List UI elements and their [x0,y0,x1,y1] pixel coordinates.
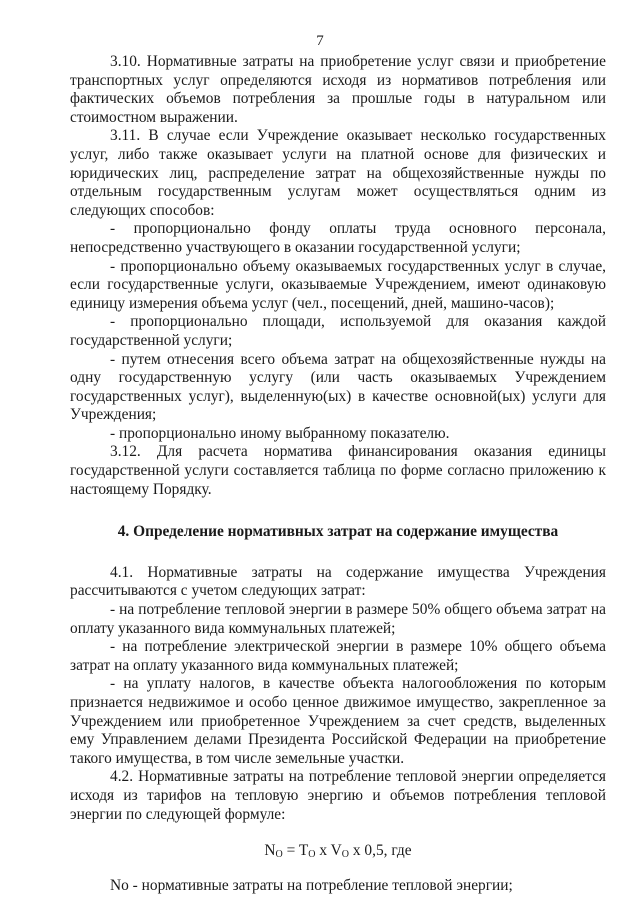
formula-eq: = [282,842,299,860]
definition-no [70,877,606,896]
list-item-electricity: - на потребление электрической энергии в размере 10% общего объема затрат на оплату указанного вида коммунальных платежей; [70,638,606,674]
list-item-single-service: - путем отнесения всего объема затрат на общехозяйственные нужды на одну государственную услугу (или часть оказываемых Учреждением государственных услуг), выделенную(ых) в качестве основной(ых) услуги для Учреждения; [70,350,606,424]
formula-t: T [298,842,309,860]
formula-x: x [315,842,331,860]
list-item-volume: - пропорционально объему оказываемых государственных услуг в случае, если государственные услуги, оказываемые Учреждением, имеют одинаковую единицу измерения объема услуг (чел., посещений, дней, машино-часов); [70,257,606,312]
formula-t-sub: O [308,849,316,861]
formula-n-sub: O [275,849,283,861]
paragraph-3-12: 3.12. Для расчета норматива финансирования оказания единицы государственной услуги составляется таблица по форме согласно приложению к настоящему Порядку. [70,443,606,498]
list-item-other-indicator: - пропорционально иному выбранному показателю. [110,424,450,442]
formula-n: N [264,842,276,860]
formula-rest: x 0,5, где [349,842,412,860]
list-item-payroll: - пропорционально фонду оплаты труда основного персонала, непосредственно участвующего в оказании государственной услуги; [70,220,606,256]
document-body [70,53,606,895]
formula-v-sub: O [341,849,350,861]
list-item-taxes: - на уплату налогов, в качестве объекта налогообложения по которым признается недвижимое и особо ценное движимое имущество, закрепленное за Учреждением или приобретенное Учреждением за счет средств, выделенных ему Управлением делами Президента Российской Федерации на приобретение такого имущества, в том числе земельные участки. [70,675,606,767]
paragraph-3-11: 3.11. В случае если Учреждение оказывает несколько государственных услуг, либо также оказывает услуги на платной основе для физических и юридических лиц, распределение затрат на общехозяйственные нужды по отдельным государственным услугам может осуществляться одним из следующих способов: [70,127,606,219]
paragraph-4-2: 4.2. Нормативные затраты на потребление тепловой энергии определяется исходя из тарифов на тепловую энергию и объемов потребления тепловой энергии по следующей формуле: [70,768,606,823]
heat-formula [70,842,606,861]
formula-v: V [330,842,342,860]
list-item-area: - пропорционально площади, используемой для оказания каждой государственной услуги; [70,313,606,349]
paragraph-3-10: 3.10. Нормативные затраты на приобретение услуг связи и приобретение транспортных услуг определяются исходя из нормативов потребления или фактических объемов потребления за прошлые годы в натуральном или стоимостном выражении. [70,53,606,126]
section-heading: 4. Определение нормативных затрат на содержание имущества [117,523,559,541]
definition-text: - нормативные затраты на потребление тепловой энергии; [128,876,513,894]
paragraph-4-1: 4.1. Нормативные затраты на содержание имущества Учреждения рассчитываются с учетом следующих затрат: [70,563,606,600]
definition-symbol: No [110,876,129,894]
list-item-heat: - на потребление тепловой энергии в размере 50% общего объема затрат на оплату указанного вида коммунальных платежей; [70,601,606,637]
page-number: 7 [316,33,324,49]
